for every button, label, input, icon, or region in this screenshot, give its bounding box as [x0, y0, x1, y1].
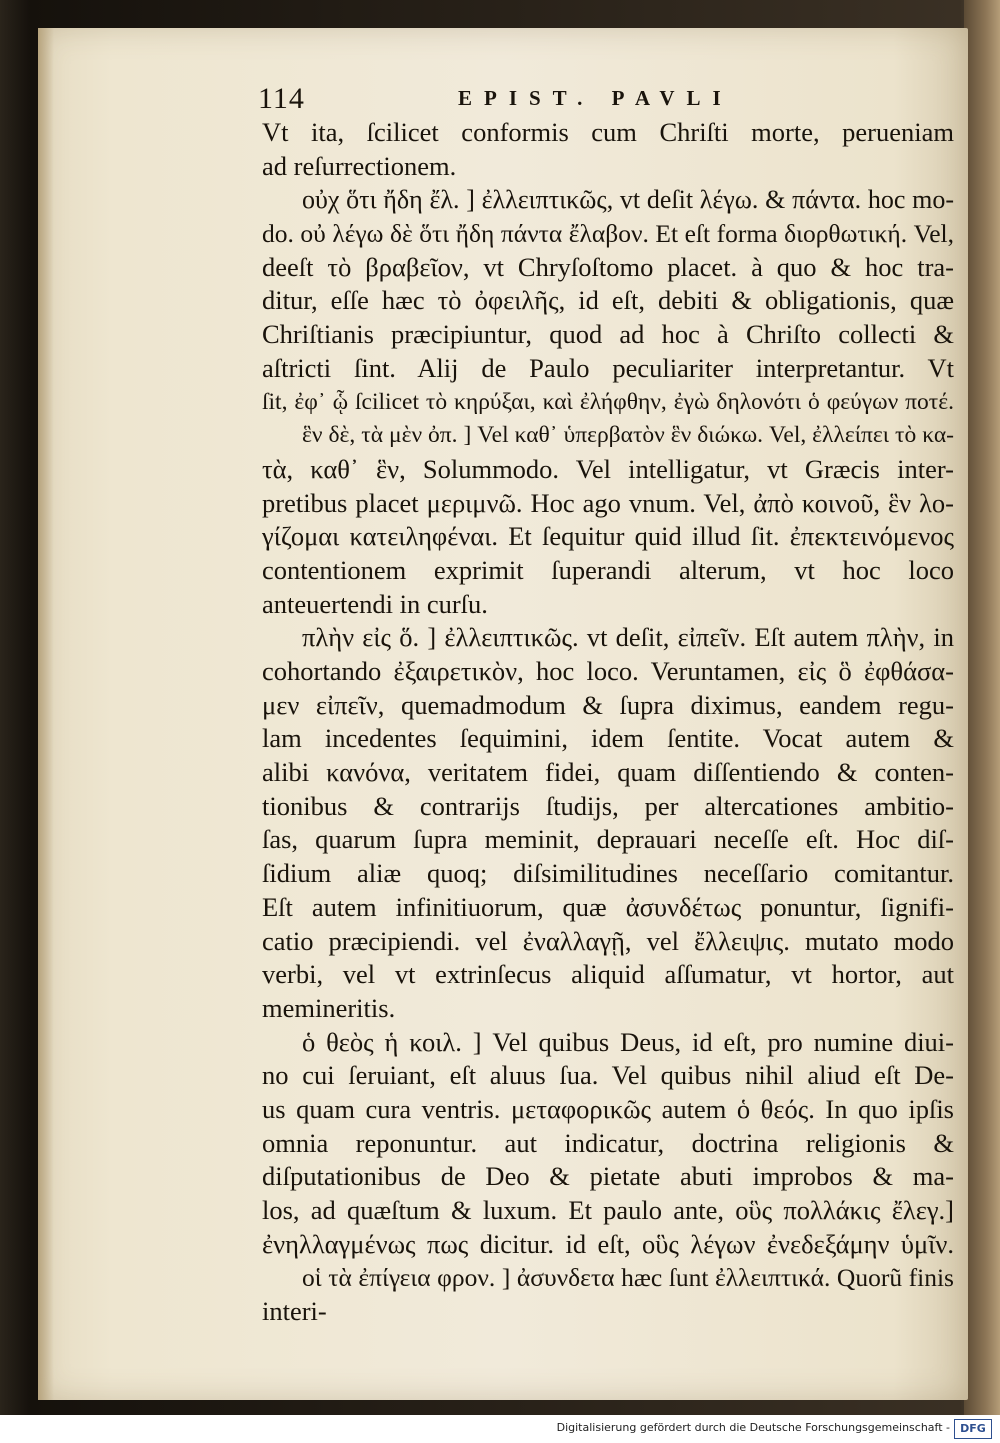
text-line: los, ad quæſtum & luxum. Et paulo ante, οὓς πολλάκις ἔλεγ.] — [262, 1195, 954, 1225]
text-line: interi- — [262, 1296, 327, 1327]
text-line: memineritis. — [262, 992, 396, 1023]
text-line: deeſt τὸ βραβεῖον, vt Chryſoſtomo placet. à quo & hoc tra- — [262, 251, 954, 282]
text-line: aſtricti ſint. Alij de Paulo peculiariter interpretantur. Vt — [262, 352, 954, 383]
text-line: τὰ, καθ᾽ ἓν, Solummodo. Vel intelligatur, vt Græcis inter- — [262, 453, 954, 484]
text-line: ſas, quarum ſupra meminit, deprauari neceſſe eſt. Hoc diſ- — [262, 824, 954, 855]
dfg-logo: DFG — [954, 1419, 992, 1439]
text-line: Vt ita, ſcilicet conformis cum Chriſti morte, perueniam — [262, 117, 954, 147]
text-line: ditur, eſſe hæc τὸ ὀφειλῆς, id eſt, debiti & obligationis, quæ — [262, 285, 954, 316]
text-line: verbi, vel vt extrinſecus aliquid aſſumatur, vt hortor, aut — [262, 959, 954, 990]
text-line: Chriſtianis præcipiuntur, quod ad hoc à Chriſto collecti & — [262, 319, 954, 350]
page-header — [258, 82, 958, 114]
footer-credit: Digitalisierung gefördert durch die Deutsche Forschungsgemeinschaft - — [556, 1421, 950, 1434]
running-head: EPIST. PAVLI — [458, 86, 733, 110]
text-line: us quam cura ventris. μεταφορικῶς autem ὁ θεός. In quo ipſis — [262, 1093, 954, 1124]
text-line: alibi κανόνα, veritatem fidei, quam diſſentiendo & conten- — [262, 757, 954, 788]
text-line: contentionem exprimit ſuperandi alterum, vt hoc loco — [262, 554, 954, 585]
text-line: Eſt autem infinitiuorum, quæ ἀσυνδέτως ponuntur, ſignifi- — [262, 891, 954, 922]
text-line: πλὴν εἰς ὅ. ] ἐλλειπτικῶς. vt deſit, εἰπεῖν. Eſt autem πλὴν, in — [302, 622, 954, 653]
text-line: lam incedentes ſequimini, idem ſentite. Vocat autem & — [262, 723, 954, 754]
book-cover-edge — [964, 0, 1000, 1415]
body-text — [262, 116, 954, 1329]
text-line: οὐχ ὅτι ἤδη ἔλ. ] ἐλλειπτικῶς, vt deſit λέγω. & πάντα. hoc mo- — [302, 185, 954, 215]
text-line: catio præcipiendi. vel ἐναλλαγῇ, vel ἔλλειψις. mutato modo — [262, 925, 954, 956]
text-line: pretibus placet μεριμνῶ. Hoc ago vnum. Vel, ἀπὸ κοινοῦ, ἓν λο- — [262, 487, 954, 518]
text-line: tionibus & contrarijs ſtudijs, per altercationes ambitio- — [262, 790, 954, 821]
text-line: μεν εἰπεῖν, quemadmodum & ſupra diximus, eandem regu- — [262, 689, 954, 720]
text-line: οἱ τὰ ἐπίγεια φρον. ] ἀσυνδετα hæc ſunt ἐλλειπτικά. Quorũ finis — [302, 1263, 954, 1293]
text-line: ſidium aliæ quoq; diſsimilitudines neceſſario comitantur. — [262, 858, 954, 889]
text-line: ἐνηλλαγμένως πως dicitur. id eſt, οὓς λέγων ἐνεδεξάμην ὑμῖν. — [262, 1228, 954, 1259]
footer-bar — [0, 1415, 1000, 1443]
text-line: ὁ θεὸς ἡ κοιλ. ] Vel quibus Deus, id eſt, pro numine diui- — [302, 1026, 954, 1057]
text-line: do. οὐ λέγω δὲ ὅτι ἤδη πάντα ἔλαβον. Et eſt forma διορθωτική. Vel, — [262, 219, 954, 249]
text-line: ἓν δὲ, τὰ μὲν ὀπ. ] Vel καθ᾽ ὑπερβατὸν ἓν διώκω. Vel, ἐλλείπει τὸ κα- — [302, 422, 954, 449]
text-line: omnia reponuntur. aut indicatur, doctrina religionis & — [262, 1127, 954, 1158]
text-line: ſit, ἐφ᾽ ᾧ ſcilicet τὸ κηρύξαι, καὶ ἐλήφθην, ἐγὼ δηλονότι ὁ φεύγων ποτέ. — [262, 388, 954, 415]
text-line: diſputationibus de Deo & pietate abuti improbos & ma- — [262, 1161, 954, 1192]
page-gutter-shadow — [38, 28, 54, 1400]
text-line: γίζομαι κατειληφέναι. Et ſequitur quid illud ſit. ἐπεκτεινόμενος — [262, 521, 954, 552]
text-line: no cui ſeruiant, eſt aluus ſua. Vel quibus nihil aliud eſt De- — [262, 1060, 954, 1091]
text-line: anteuertendi in curſu. — [262, 588, 488, 619]
text-line: ad reſurrectionem. — [262, 150, 457, 181]
page-number: 114 — [258, 82, 305, 115]
text-line: cohortando ἐξαιρετικὸν, hoc loco. Veruntamen, εἰς ὃ ἐφθάσα- — [262, 656, 954, 686]
